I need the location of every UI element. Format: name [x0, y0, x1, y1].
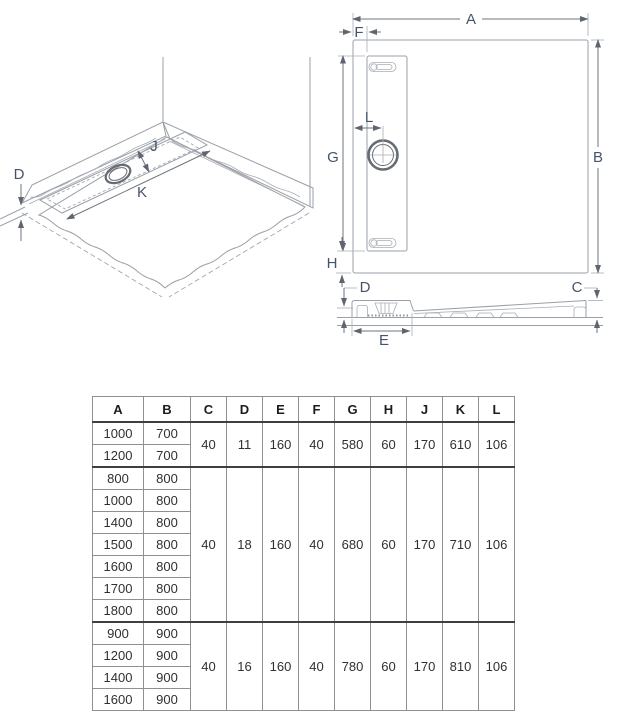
table-cell: 800	[144, 578, 191, 600]
dim-label-c: C	[571, 279, 583, 296]
table-cell-merged: 170	[407, 467, 443, 622]
right-foot-profile	[574, 307, 586, 318]
hidden-edge-left	[22, 213, 162, 297]
table-cell-merged: 40	[191, 467, 227, 622]
table-cell-merged: 18	[227, 467, 263, 622]
dim-label-l: L	[364, 109, 374, 126]
dim-label-j: J	[150, 138, 158, 155]
table-cell: 900	[93, 622, 144, 645]
table-cell: 1200	[93, 445, 144, 468]
dim-label-g: G	[327, 149, 339, 166]
drain-plan-icon	[369, 126, 398, 170]
table-cell-merged: 160	[263, 622, 299, 711]
column-header: D	[227, 397, 263, 423]
dim-d-iso	[14, 166, 25, 241]
tray-outline-plan	[353, 40, 588, 273]
tray-edge-line	[0, 213, 28, 226]
dim-label-f: F	[354, 24, 364, 41]
table-cell-merged: 106	[479, 422, 515, 467]
table-cell-merged: 160	[263, 467, 299, 622]
rib-feet	[424, 313, 518, 318]
dim-label-d-section: D	[359, 279, 371, 296]
table-cell-merged: 780	[335, 622, 371, 711]
right-wall	[163, 122, 313, 208]
table-cell: 1400	[93, 512, 144, 534]
table-cell: 800	[144, 467, 191, 490]
table-cell-merged: 610	[443, 422, 479, 467]
column-header: J	[407, 397, 443, 423]
table-cell-merged: 106	[479, 622, 515, 711]
tray-edge-line	[0, 207, 25, 219]
table-cell: 1800	[93, 600, 144, 623]
table-cell-merged: 60	[371, 422, 407, 467]
table-cell: 1500	[93, 534, 144, 556]
table-cell-merged: 710	[443, 467, 479, 622]
table-header-row	[93, 397, 515, 423]
table-cell: 800	[144, 556, 191, 578]
column-header: G	[335, 397, 371, 423]
dim-label-a: A	[465, 11, 477, 28]
dim-l	[355, 109, 381, 128]
table-cell: 700	[144, 422, 191, 445]
table-cell-merged: 40	[191, 622, 227, 711]
table-cell-merged: 580	[335, 422, 371, 467]
tray-right-rim	[169, 141, 304, 206]
table-cell: 900	[144, 645, 191, 667]
table-cell: 1400	[93, 667, 144, 689]
section-view	[337, 279, 603, 349]
dim-label-d-iso: D	[13, 166, 25, 183]
wall-upstand-profile	[357, 306, 368, 318]
column-header: E	[263, 397, 299, 423]
column-header: L	[479, 397, 515, 423]
table-cell: 1700	[93, 578, 144, 600]
table-cell-merged: 106	[479, 467, 515, 622]
drain-iso-icon	[103, 161, 133, 186]
table-cell-merged: 40	[299, 467, 335, 622]
table-cell: 900	[144, 667, 191, 689]
dim-label-h: H	[326, 255, 338, 272]
table-cell: 1000	[93, 490, 144, 512]
column-header: A	[93, 397, 144, 423]
isometric-view	[0, 57, 313, 297]
dim-j	[138, 138, 158, 172]
table-cell-merged: 170	[407, 622, 443, 711]
dim-h	[327, 237, 351, 287]
hidden-edge-right	[169, 213, 309, 297]
plan-view	[327, 11, 604, 287]
table-cell-merged: 60	[371, 467, 407, 622]
column-header: C	[191, 397, 227, 423]
dim-g	[327, 56, 365, 251]
dim-c	[572, 279, 597, 333]
tray-surface	[39, 137, 305, 288]
table-cell-merged: 60	[371, 622, 407, 711]
dim-b	[591, 40, 604, 273]
dim-label-b: B	[592, 149, 604, 166]
table-cell: 800	[144, 512, 191, 534]
column-header: F	[299, 397, 335, 423]
dim-a	[353, 11, 588, 36]
fixing-slot-bottom	[369, 239, 396, 248]
table-cell: 800	[144, 600, 191, 623]
table-cell: 900	[144, 622, 191, 645]
table-cell-merged: 40	[299, 622, 335, 711]
table-cell-merged: 11	[227, 422, 263, 467]
table-cell: 800	[144, 490, 191, 512]
table-cell: 700	[144, 445, 191, 468]
drain-grate-profile	[375, 303, 397, 314]
dim-label-k: K	[136, 184, 148, 201]
table-cell: 800	[144, 534, 191, 556]
table-row	[93, 622, 515, 645]
table-cell-merged: 40	[299, 422, 335, 467]
table-cell: 1600	[93, 556, 144, 578]
table-cell: 800	[93, 467, 144, 490]
fixing-slot-top	[369, 63, 396, 72]
table-cell-merged: 170	[407, 422, 443, 467]
table-cell: 900	[144, 689, 191, 711]
table-cell: 1200	[93, 645, 144, 667]
column-header: B	[144, 397, 191, 423]
table-row	[93, 422, 515, 445]
column-header: H	[371, 397, 407, 423]
table-cell-merged: 16	[227, 622, 263, 711]
dimensions-table	[92, 396, 515, 711]
column-header: K	[443, 397, 479, 423]
dim-f	[339, 24, 381, 52]
table-cell: 1000	[93, 422, 144, 445]
dim-label-e: E	[378, 332, 390, 349]
dimensions-table-grid	[92, 396, 515, 711]
table-cell-merged: 680	[335, 467, 371, 622]
table-row	[93, 467, 515, 490]
table-cell: 1600	[93, 689, 144, 711]
table-cell-merged: 810	[443, 622, 479, 711]
table-cell-merged: 40	[191, 422, 227, 467]
table-cell-merged: 160	[263, 422, 299, 467]
dim-e	[352, 313, 412, 349]
channel-inner-outline	[47, 137, 198, 209]
